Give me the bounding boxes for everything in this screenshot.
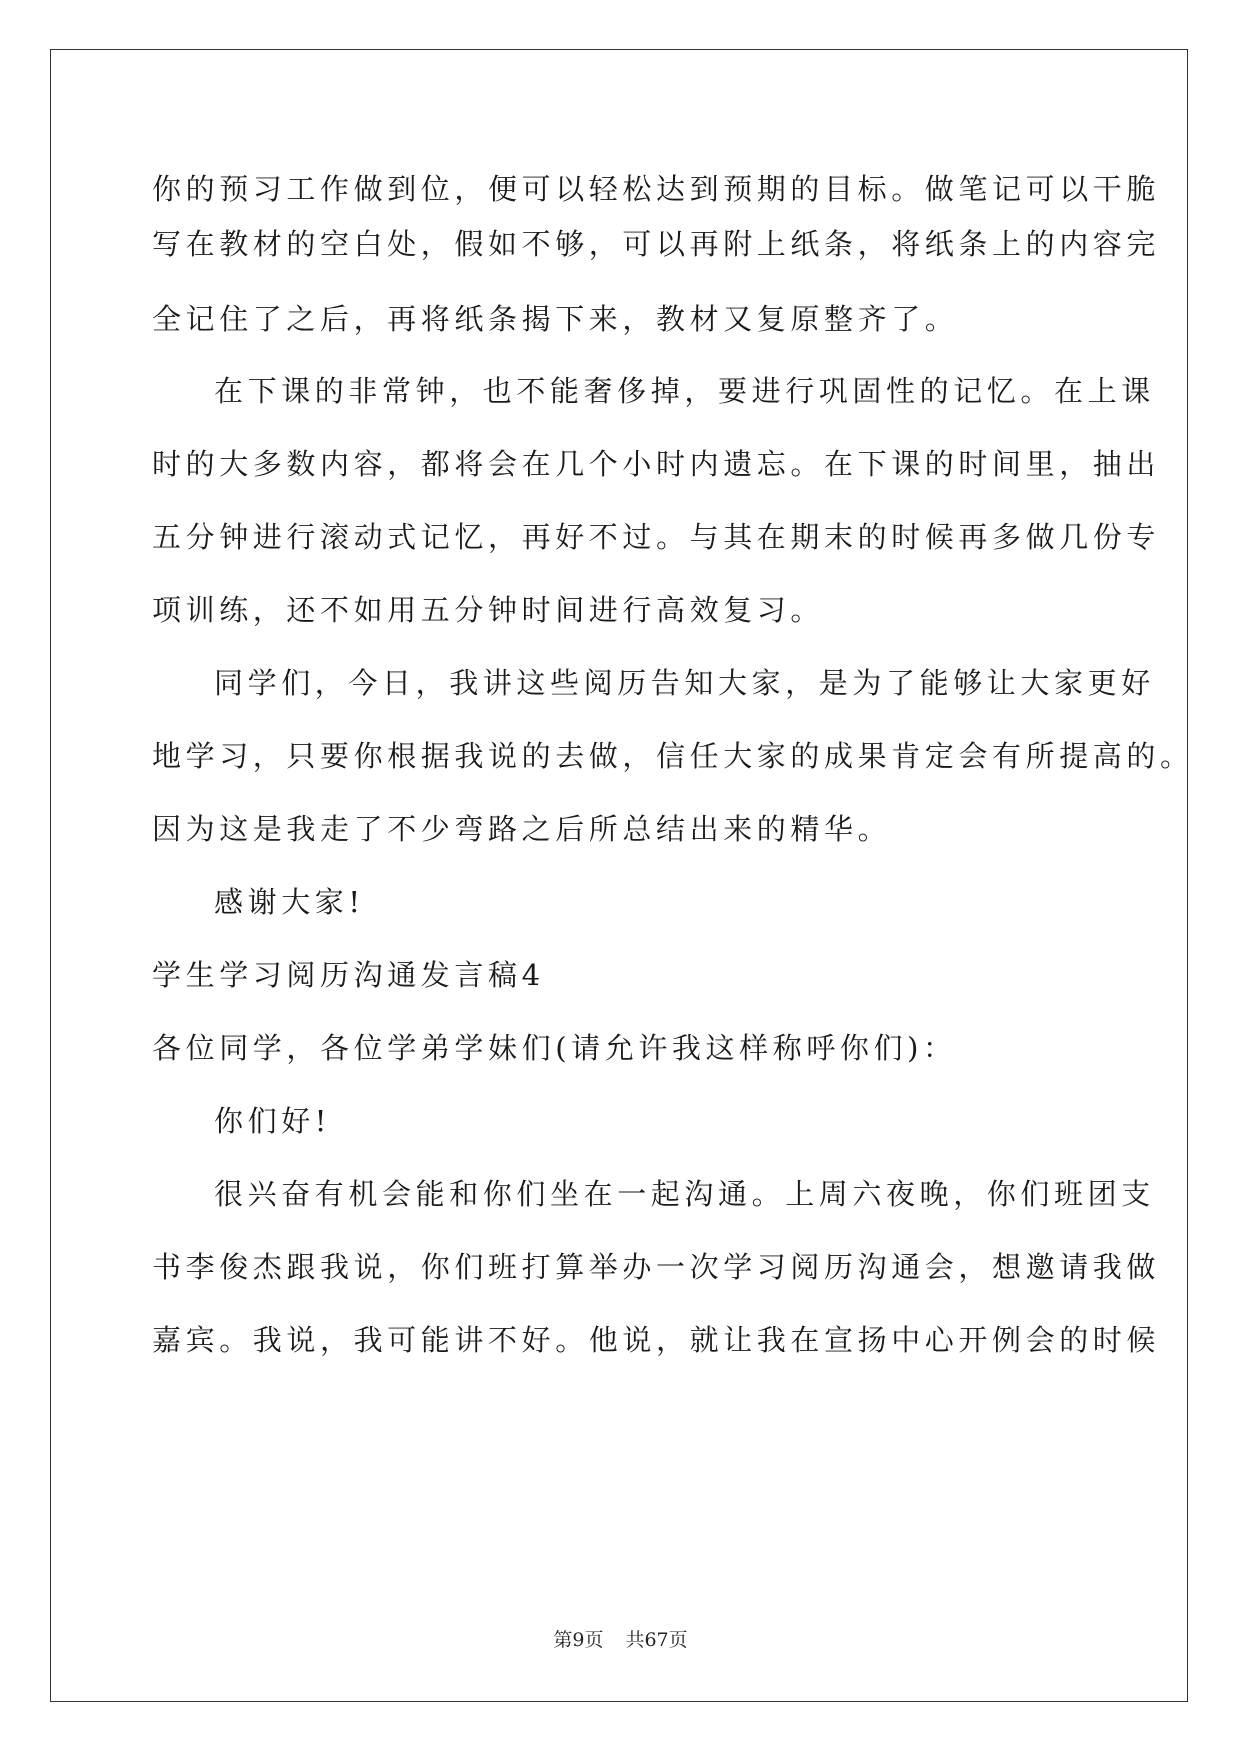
salutation: 各位同学，各位学弟学妹们(请允许我这样称呼你们)： xyxy=(152,1031,957,1065)
body-line: 很兴奋有机会能和你们坐在一起沟通。上周六夜晚，你们班团支 xyxy=(214,1177,1155,1211)
body-line: 五分钟进行滚动式记忆，再好不过。与其在期末的时候再多做几份专 xyxy=(152,520,1161,554)
page-total: 共67页 xyxy=(625,1629,688,1651)
body-line: 书李俊杰跟我说，你们班打算举办一次学习阅历沟通会，想邀请我做 xyxy=(152,1250,1161,1284)
body-line: 地学习，只要你根据我说的去做，信任大家的成果肯定会有所提高的。 xyxy=(152,739,1194,773)
page-number: 第9页 xyxy=(553,1629,604,1651)
body-line: 时的大多数内容，都将会在几个小时内遗忘。在下课的时间里，抽出 xyxy=(152,447,1161,481)
body-line: 在下课的非常钟，也不能奢侈掉，要进行巩固性的记忆。在上课 xyxy=(214,374,1155,408)
page-border xyxy=(50,49,1188,1702)
body-line: 你的预习工作做到位，便可以轻松达到预期的目标。做笔记可以干脆 xyxy=(152,172,1161,206)
body-line: 项训练，还不如用五分钟时间进行高效复习。 xyxy=(152,593,825,627)
body-line: 写在教材的空白处，假如不够，可以再附上纸条，将纸条上的内容完 xyxy=(152,227,1161,261)
body-line: 嘉宾。我说，我可能讲不好。他说，就让我在宣扬中心开例会的时候 xyxy=(152,1323,1161,1357)
greeting: 你们好! xyxy=(214,1104,332,1138)
body-line: 全记住了之后，再将纸条揭下来，教材又复原整齐了。 xyxy=(152,302,959,336)
body-line: 感谢大家! xyxy=(214,885,365,919)
body-line: 同学们，今日，我讲这些阅历告知大家，是为了能够让大家更好 xyxy=(214,666,1155,700)
body-line: 因为这是我走了不少弯路之后所总结出来的精华。 xyxy=(152,812,892,846)
section-heading: 学生学习阅历沟通发言稿4 xyxy=(152,958,545,992)
page-footer xyxy=(0,1628,1241,1652)
